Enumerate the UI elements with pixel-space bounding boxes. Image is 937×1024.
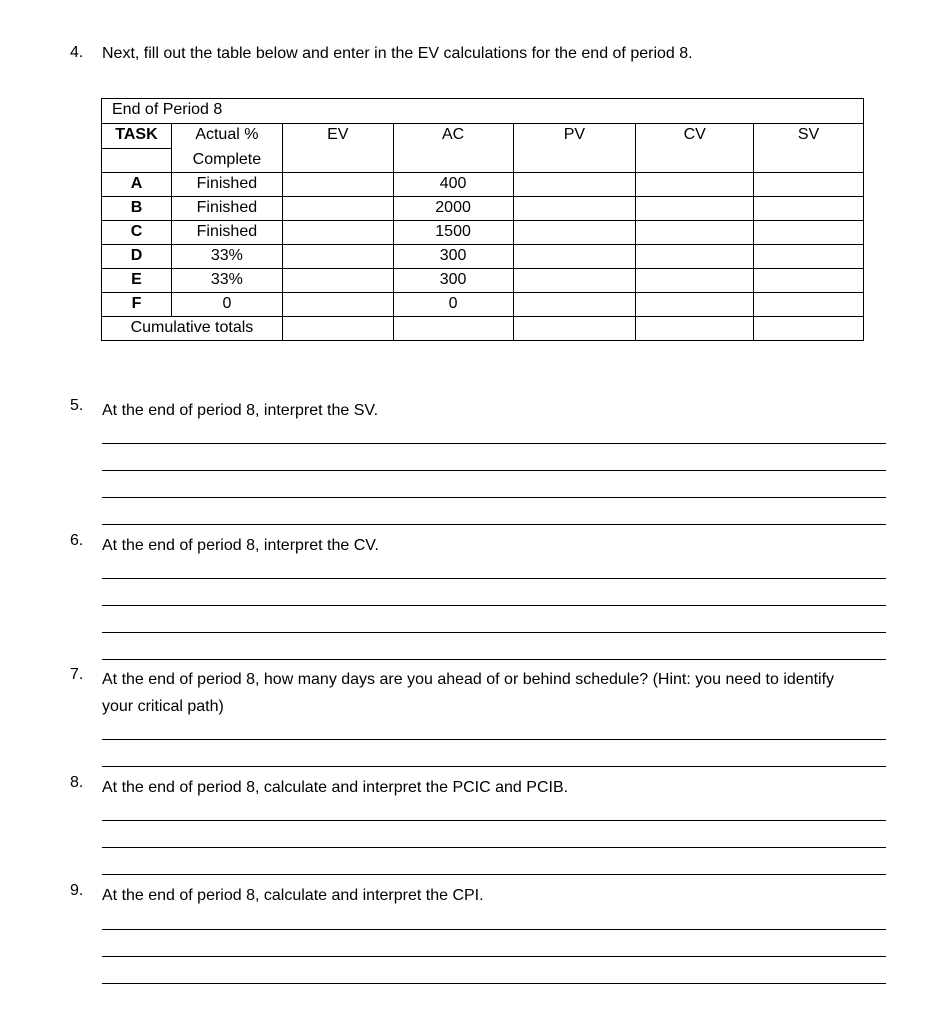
- answer-line[interactable]: [102, 847, 886, 848]
- answer-line[interactable]: [102, 820, 886, 821]
- sv-cell[interactable]: [754, 245, 864, 269]
- cv-total-cell[interactable]: [636, 317, 754, 341]
- task-cell: A: [102, 173, 172, 197]
- ac-total-cell[interactable]: [393, 317, 513, 341]
- actual-cell: Finished: [171, 173, 282, 197]
- cv-cell[interactable]: [636, 197, 754, 221]
- ac-cell: 400: [393, 173, 513, 197]
- ev-cell[interactable]: [282, 221, 393, 245]
- table-row: [102, 197, 864, 221]
- actual-cell: Finished: [171, 221, 282, 245]
- answer-line[interactable]: [102, 929, 886, 930]
- header-pv: PV: [513, 124, 636, 173]
- pv-cell[interactable]: [513, 245, 636, 269]
- answer-line[interactable]: [102, 497, 886, 498]
- header-task: TASK: [102, 124, 172, 149]
- header-ev: EV: [282, 124, 393, 173]
- answer-line[interactable]: [102, 578, 886, 579]
- answer-line[interactable]: [102, 739, 886, 740]
- ac-cell: 1500: [393, 221, 513, 245]
- totals-label: Cumulative totals: [102, 317, 283, 341]
- header-cv: CV: [636, 124, 754, 173]
- ev-cell[interactable]: [282, 197, 393, 221]
- actual-cell: Finished: [171, 197, 282, 221]
- table-row: [102, 245, 864, 269]
- pv-total-cell[interactable]: [513, 317, 636, 341]
- question-text: Next, fill out the table below and enter in the EV calculations for the end of period 8.: [102, 45, 693, 62]
- table-row: [102, 221, 864, 245]
- answer-line[interactable]: [102, 983, 886, 984]
- actual-cell: 33%: [171, 245, 282, 269]
- totals-row: [102, 317, 864, 341]
- answer-line[interactable]: [102, 956, 886, 957]
- task-cell: E: [102, 269, 172, 293]
- question-number: 8.: [70, 774, 84, 791]
- header-actual-line1: Actual %: [195, 126, 259, 143]
- cv-cell[interactable]: [636, 293, 754, 317]
- answer-line[interactable]: [102, 605, 886, 606]
- cv-cell[interactable]: [636, 269, 754, 293]
- actual-cell: 0: [171, 293, 282, 317]
- task-cell: D: [102, 245, 172, 269]
- cv-cell[interactable]: [636, 245, 754, 269]
- task-cell: F: [102, 293, 172, 317]
- ev-cell[interactable]: [282, 173, 393, 197]
- pv-cell[interactable]: [513, 293, 636, 317]
- pv-cell[interactable]: [513, 269, 636, 293]
- actual-cell: 33%: [171, 269, 282, 293]
- ac-cell: 300: [393, 245, 513, 269]
- ac-cell: 2000: [393, 197, 513, 221]
- sv-cell[interactable]: [754, 293, 864, 317]
- question-text: At the end of period 8, interpret the CV.: [102, 537, 379, 554]
- table-title: End of Period 8: [102, 99, 864, 124]
- ac-cell: 300: [393, 269, 513, 293]
- answer-line[interactable]: [102, 443, 886, 444]
- question-number: 5.: [70, 397, 84, 414]
- sv-cell[interactable]: [754, 173, 864, 197]
- answer-line[interactable]: [102, 524, 886, 525]
- answer-line[interactable]: [102, 766, 886, 767]
- sv-total-cell[interactable]: [754, 317, 864, 341]
- ev-table: [101, 98, 864, 341]
- header-sv: SV: [754, 124, 864, 173]
- question-text: At the end of period 8, calculate and interpret the CPI.: [102, 887, 484, 904]
- ev-cell[interactable]: [282, 269, 393, 293]
- sv-cell[interactable]: [754, 221, 864, 245]
- question-number: 6.: [70, 532, 84, 549]
- header-ac: AC: [393, 124, 513, 173]
- table-row: [102, 173, 864, 197]
- answer-line[interactable]: [102, 632, 886, 633]
- ev-total-cell[interactable]: [282, 317, 393, 341]
- sv-cell[interactable]: [754, 197, 864, 221]
- ev-cell[interactable]: [282, 245, 393, 269]
- question-text: At the end of period 8, interpret the SV.: [102, 402, 379, 419]
- question-number: 7.: [70, 666, 84, 683]
- header-actual: [171, 124, 282, 149]
- task-cell: B: [102, 197, 172, 221]
- ev-cell[interactable]: [282, 293, 393, 317]
- header-actual-line2: Complete: [171, 149, 282, 173]
- answer-line[interactable]: [102, 470, 886, 471]
- answer-line[interactable]: [102, 659, 886, 660]
- ac-cell: 0: [393, 293, 513, 317]
- table-row: [102, 293, 864, 317]
- answer-line[interactable]: [102, 874, 886, 875]
- pv-cell[interactable]: [513, 221, 636, 245]
- cv-cell[interactable]: [636, 173, 754, 197]
- question-number: 4.: [70, 44, 84, 61]
- question-text: At the end of period 8, how many days are you ahead of or behind schedule? (Hint: you need to identify your critical path): [102, 671, 835, 715]
- sv-cell[interactable]: [754, 269, 864, 293]
- question-number: 9.: [70, 882, 84, 899]
- question-text: At the end of period 8, calculate and interpret the PCIC and PCIB.: [102, 779, 569, 796]
- pv-cell[interactable]: [513, 173, 636, 197]
- task-cell: C: [102, 221, 172, 245]
- table-header-row: [102, 124, 864, 149]
- pv-cell[interactable]: [513, 197, 636, 221]
- table-row: [102, 269, 864, 293]
- cv-cell[interactable]: [636, 221, 754, 245]
